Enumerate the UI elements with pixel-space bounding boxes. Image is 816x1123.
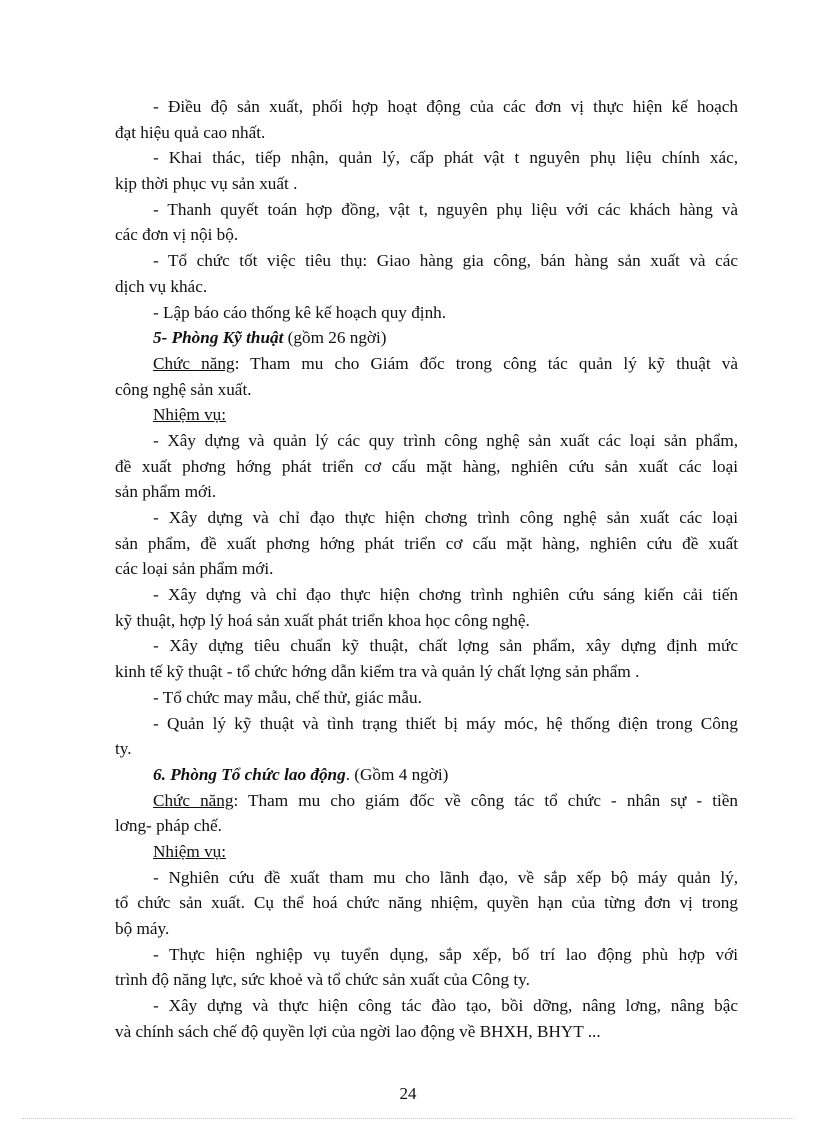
paragraph-line: đề xuất phơng hớng phát triển cơ cấu mặt hàng, nghiên cứu sản xuất các loại [115,456,738,476]
paragraph-line: - Quản lý kỹ thuật và tình trạng thiết bị máy móc, hệ thống điện trong Công [153,713,738,733]
field-label: Chức năng [153,790,234,810]
paragraph-text: : Tham mu cho giám đốc về công tác tổ chức - nhân sự - tiền [233,790,738,810]
section-heading-title: 6. Phòng Tổ chức lao động [153,764,346,784]
page-number: 24 [399,1084,417,1103]
labeled-paragraph [115,351,738,402]
paragraph-line [115,377,738,403]
paragraph [115,145,738,196]
paragraph-line: bộ máy. [115,919,170,938]
paragraph [115,711,738,762]
paragraph-line: các loại sản phẩm mới. [115,559,274,579]
footer-rule [22,1118,794,1119]
paragraph-line: ty. [115,739,132,759]
paragraph-line: - Khai thác, tiếp nhận, quản lý, cấp phát vật t nguyên phụ liệu chính xác, [153,148,738,168]
paragraph-line: - Nghiên cứu đề xuất tham mu cho lãnh đạo, về sắp xếp bộ máy quản lý, [153,867,738,887]
paragraph [115,993,738,1044]
paragraph-line: kịp thời phục vụ sản xuất . [115,174,298,194]
paragraph-line: sản phẩm, đề xuất phơng hớng phát triển cơ cấu mặt hàng, nghiên cứu đề xuất [115,533,738,553]
section-heading-note: (gồm 26 ngời) [283,328,387,348]
paragraph [115,865,738,942]
section-heading-note: . (Gồm 4 ngời) [345,764,449,784]
paragraph [115,582,738,633]
paragraph-line: tổ chức sản xuất. Cụ thể hoá chức năng nhiệm, quyền hạn của từng đơn vị trong [115,893,738,913]
subsection-label [115,839,738,865]
paragraph-line [115,813,738,839]
paragraph-line: đạt hiệu quả cao nhất. [115,122,266,142]
section-heading-title: 5- Phòng Kỹ thuật [153,328,284,348]
paragraph-line: - Xây dựng và chỉ đạo thực hiện chơng trình công nghệ sản xuất các loại [153,508,738,527]
paragraph [115,197,738,248]
paragraph [115,505,738,582]
section-heading [115,762,738,788]
paragraph-line: - Tổ chức may mẫu, chế thử, giác mẫu. [153,687,422,707]
subsection-label-text: Nhiệm vụ: [153,841,227,861]
paragraph-text: công nghệ sản xuất. [115,379,252,399]
paragraph-text: : Tham mu cho Giám đốc trong công tác quản lý kỹ thuật và [234,353,738,373]
section-heading [115,325,738,351]
paragraph-line: - Xây dựng và thực hiện công tác đào tạo, bồi dỡng, nâng lơng, nâng bậc [153,996,738,1016]
subsection-label-text: Nhiệm vụ: [153,405,227,425]
paragraph-line: kỹ thuật, hợp lý hoá sản xuất phát triển khoa học công nghệ. [115,610,530,630]
paragraph-line: - Xây dựng tiêu chuẩn kỹ thuật, chất lợng sản phẩm, xây dựng định mức [153,636,738,656]
paragraph [115,428,738,505]
paragraph-line: dịch vụ khác. [115,276,208,296]
paragraph-line [115,788,738,814]
paragraph-line: và chính sách chế độ quyền lợi của ngời lao động về BHXH, BHYT ... [115,1021,601,1041]
paragraph-line: các đơn vị nội bộ. [115,225,239,245]
paragraph-line: - Thanh quyết toán hợp đồng, vật t, nguyên phụ liệu với các khách hàng và [153,199,738,219]
body-text [115,94,738,1044]
paragraph-line: kinh tế kỹ thuật - tổ chức hớng dẫn kiểm tra và quản lý chất lợng sản phẩm . [115,662,640,682]
subsection-label [115,402,738,428]
paragraph [115,633,738,684]
paragraph [115,942,738,993]
paragraph-line: - Xây dựng và quản lý các quy trình công nghệ sản xuất các loại sản phẩm, [153,430,738,450]
paragraph-line [115,351,738,377]
paragraph-line: - Điều độ sản xuất, phối hợp hoạt động của các đơn vị thực hiện kế hoạch [153,97,738,116]
paragraph [115,248,738,299]
paragraph-line: trình độ năng lực, sức khoẻ và tổ chức sản xuất của Công ty. [115,970,530,990]
paragraph [115,685,738,711]
paragraph-line: - Tổ chức tốt việc tiêu thụ: Giao hàng gia công, bán hàng sản xuất và các [153,251,738,271]
paragraph-line: - Lập báo cáo thống kê kế hoạch quy định. [153,302,447,322]
paragraph-text: lơng- pháp chế. [115,816,222,836]
paragraph-line: - Xây dựng và chỉ đạo thực hiện chơng trình nghiên cứu sáng kiến cải tiến [153,585,738,605]
paragraph-line: sản phẩm mới. [115,482,217,502]
paragraph-line: - Thực hiện nghiệp vụ tuyển dụng, sắp xếp, bố trí lao động phù hợp với [153,944,738,964]
paragraph [115,300,738,326]
labeled-paragraph [115,788,738,839]
paragraph [115,94,738,145]
field-label: Chức năng [153,353,235,373]
